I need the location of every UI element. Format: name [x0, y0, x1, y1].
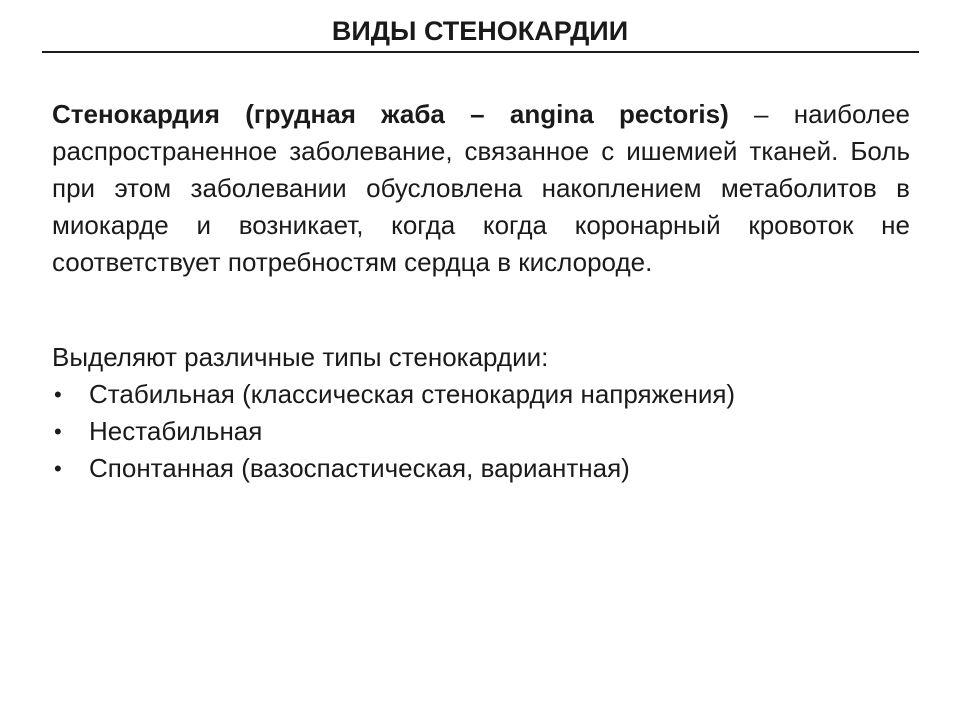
- list-item: [52, 413, 910, 450]
- bullet-icon: •: [54, 419, 62, 444]
- bullet-icon: •: [54, 456, 62, 481]
- types-intro: Выделяют различные типы стенокардии:: [52, 342, 549, 372]
- definition-text: – наиболее распространенное заболевание, связанное с ишемией тканей. Боль при этом заболевании обусловлена накоплением метаболитов в миокарде и возникает, когда когда коронарный кровоток не соответствует потребностям сердца в кислороде.: [52, 99, 911, 277]
- types-list: [52, 376, 910, 487]
- title-divider: [42, 51, 919, 53]
- list-item-text: Нестабильная: [89, 416, 263, 446]
- list-item-text: Стабильная (классическая стенокардия напряжения): [89, 379, 736, 409]
- list-item: [52, 376, 910, 413]
- slide-title: ВИДЫ СТЕНОКАРДИИ: [331, 16, 629, 46]
- list-item-text: Спонтанная (вазоспастическая, вариантная): [89, 453, 630, 483]
- definition-term: Стенокардия (грудная жаба – angina pectoris): [52, 99, 729, 129]
- definition-paragraph: [52, 96, 910, 281]
- list-item: [52, 450, 910, 487]
- bullet-icon: •: [54, 382, 62, 407]
